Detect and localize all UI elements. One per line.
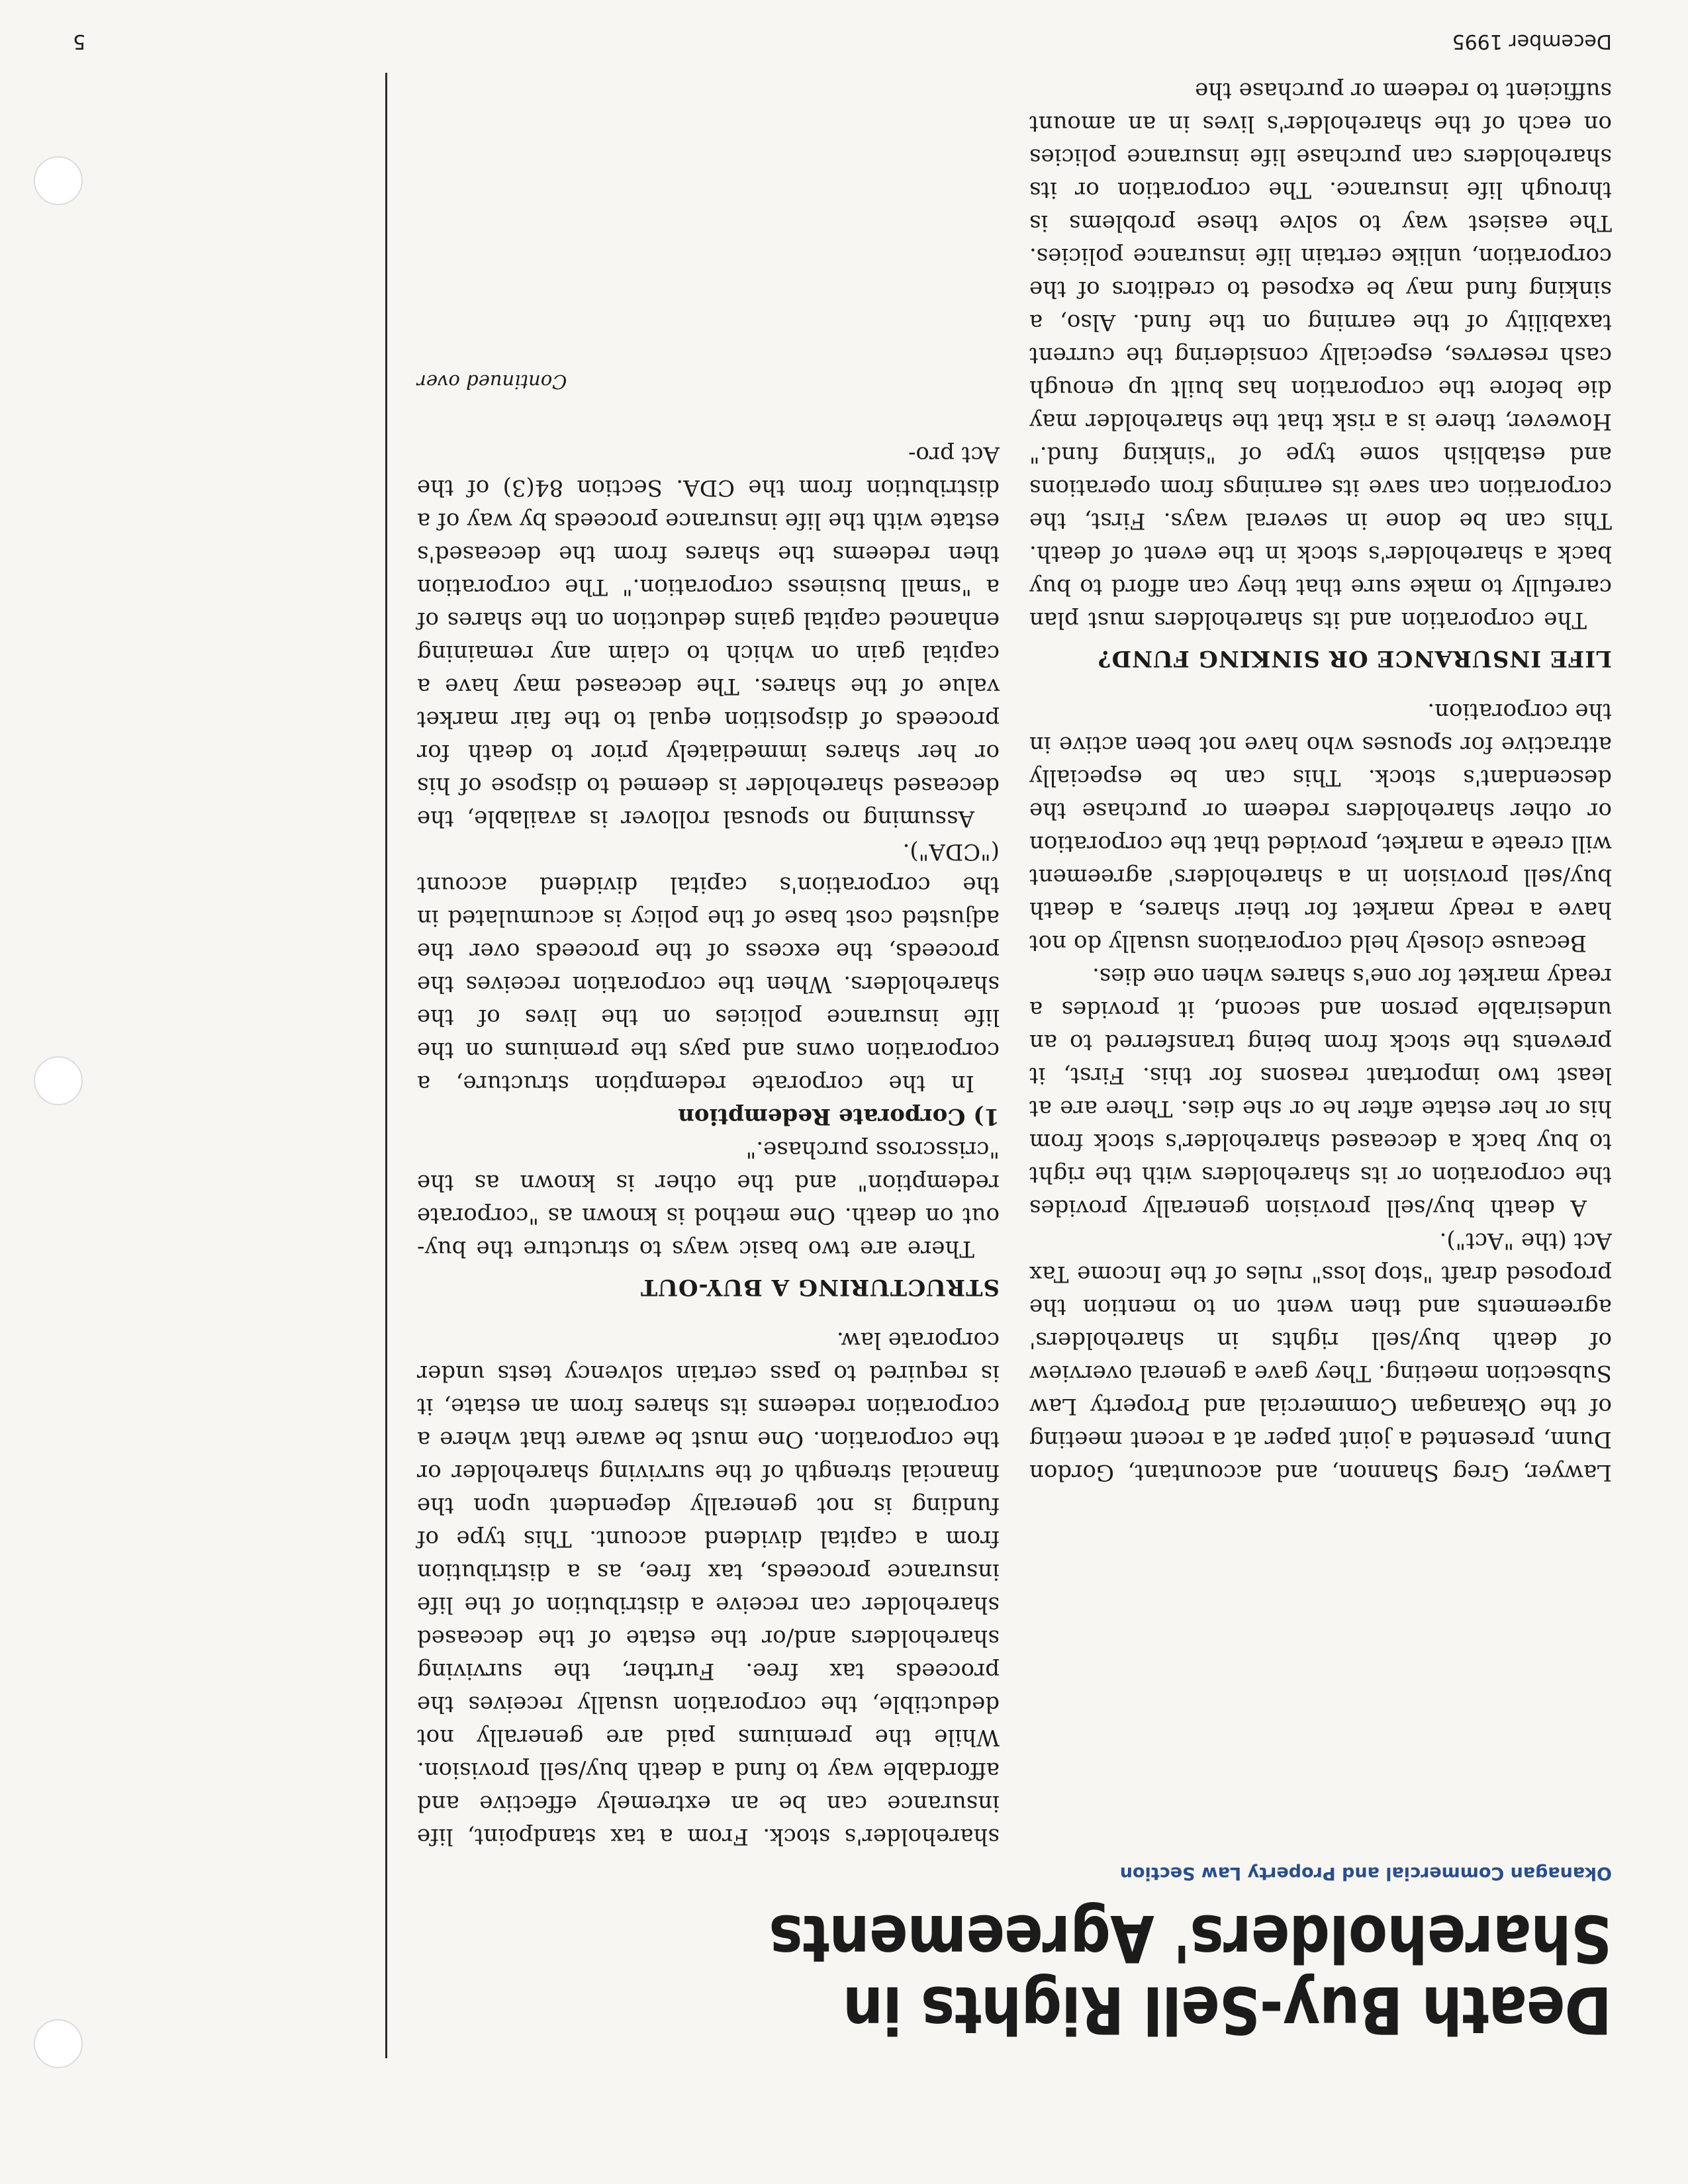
page-number: 5 <box>73 30 86 53</box>
paragraph: There are two basic ways to structure the buy-out on death. One method is known as "corporate redemption" and the other is known as the "crisscross purchase." <box>417 1136 1000 1262</box>
binder-hole <box>34 156 83 205</box>
subheading-corporate-redemption: 1) Corporate Redemption <box>678 1103 1000 1130</box>
article-title: Death Buy-Sell Rights in Shareholders' Agreements <box>769 1900 1612 2047</box>
paragraph: The corporation and its shareholders must plan carefully to make sure that they can afford to buy back a shareholder's stock in the event of death. This can be done in several ways. First, the corporation can save its earnings from operations and establish some type of "sinking fund." However, there is a risk that the shareholder may die before the corporation has built up enough cash reserves, especially considering the current taxability of the earning on the fund. Also, a sinking fund may be exposed to creditors of the corporation, unlike certain life insurance policies. The easiest way to solve these problems is through life insurance. The corporation or its shareholders can purchase life insurance policies on each of the shareholder's lives in an amount sufficient to redeem or purchase the <box>1029 77 1612 633</box>
paragraph: Assuming no spousal rollover is available, the deceased shareholder is deemed to dispose of his or her shares immediately prior to death for proceeds of disposition equal to the fair market value of the shares. The deceased may have a capital gain on which to claim any remaining enhanced capital gains deduction on the shares of a "small business corporation." The corporation then redeems the shares from the deceased's estate with the life insurance proceeds by way of a distribution from the CDA. Section 84(3) of the Act pro- <box>417 441 1000 832</box>
paragraph: Because closely held corporations usually do not have a ready market for their shares, a death buy/sell provision in a shareholders' agreement will create a market, provided that the corporation or other shareholders redeem or purchase the descendant's stock. This can be especially attractive for spouses who have not been active in the corporation. <box>1029 698 1612 956</box>
heading-structuring: STRUCTURING A BUY-OUT <box>639 1274 1000 1300</box>
paragraph: shareholder's stock. From a tax standpoint, life insurance can be an extremely effective and affordable way to fund a death buy/sell provision. While the premiums paid are generally not deductible, the corporation usually receives the proceeds tax free. Further, the surviving shareholders and/or the estate of the deceased shareholder can receive a distribution of the life insurance proceeds, tax free, as a distribution from a capital dividend account. This type of funding is not generally dependent upon the financial strength of the surviving shareholder or the corporation. One must be aware that where a corporation redeems its shares from an estate, it is required to pass certain solvency tests under corporate law. <box>417 1327 1000 1850</box>
column-rule <box>385 73 387 2058</box>
binder-hole <box>34 2019 83 2068</box>
heading-life-insurance: LIFE INSURANCE OR SINKING FUND? <box>1097 645 1612 672</box>
paragraph: In the corporate redemption structure, a corporation owns and pays the premiums on the life insurance policies on the lives of the shareholders. When the corporation receives the proceeds, the excess of the proceeds over the adjusted cost base of the policy is accumulated in the corporation's capital dividend account ("CDA"). <box>417 839 1000 1097</box>
column-left <box>1029 74 1612 1489</box>
binder-hole <box>34 1056 83 1105</box>
footer-date: December 1995 <box>1452 30 1612 53</box>
section-label: Okanagan Commercial and Property Law Section <box>1119 1863 1612 1884</box>
paragraph: Lawyer, Greg Shannon, and accountant, Gordon Dunn, presented a joint paper at a recent meeting of the Okanagan Commercial and Property Law Subsection meeting. They gave a general overview of death buy/sell rights in shareholders' agreements and then went on to mention the proposed draft "stop loss" rules of the Income Tax Act (the "Act"). <box>1029 1228 1612 1486</box>
continued-over: Continued over <box>417 371 567 393</box>
paragraph: A death buy/sell provision generally provides the corporation or its shareholders with the right to buy back a deceased shareholder's stock from his or her estate after he or she dies. There are at least two important reasons for this. First, it prevents the stock from being transferred to an undesirable person and second, it provides a ready market for one's shares when one dies. <box>1029 963 1612 1221</box>
column-right <box>417 365 1000 1853</box>
